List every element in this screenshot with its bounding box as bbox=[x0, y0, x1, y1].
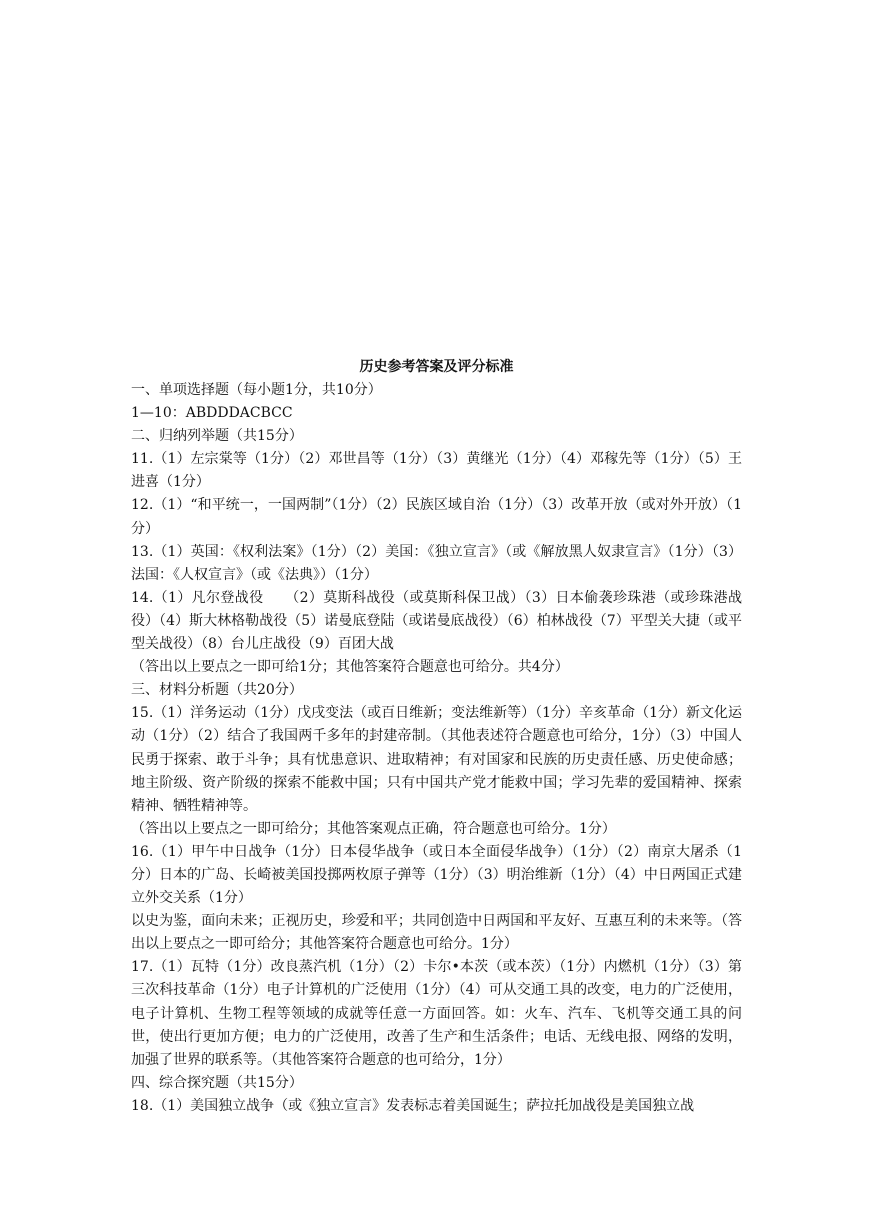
answer-11: 11.（1）左宗棠等（1分）（2）邓世昌等（1分）（3）黄继光（1分）（4）邓稼先等（1分）（5）王进喜（1分） bbox=[131, 451, 742, 491]
answer-13: 13.（1）英国：《权利法案》（1分）（2）美国：《独立宣言》（或《解放黑人奴隶宣言》（1分）（3）法国：《人权宣言》（或《法典》）（1分） bbox=[131, 543, 742, 583]
answer-17: 17.（1）瓦特（1分）改良蒸汽机（1分）（2）卡尔•本茨（或本茨）（1分）内燃机（1分）（3）第三次科技革命（1分）电子计算机的广泛使用（1分）（4）可从交通工具的改变，电力的广泛使用，电子计算机、生物工程等领域的成就等任意一方面回答。如：火车、汽车、飞机等交通工具的问世，使出行更加方便；电力的广泛使用，改善了生产和生活条件；电话、无线电报、网络的发明，加强了世界的联系等。（其他答案符合题意的也可给分，1分） bbox=[131, 959, 742, 1068]
answer-12: 12.（1）“和平统一，一国两制”（1分）（2）民族区域自治（1分）（3）改革开放（或对外开放）（1分） bbox=[131, 497, 742, 537]
scoring-note: （答出以上要点之一即可给分；其他答案观点正确，符合题意也可给分。1分） bbox=[131, 820, 616, 837]
answer-16: 16.（1）甲午中日战争（1分）日本侵华战争（或日本全面侵华战争）（1分）（2）南京大屠杀（1分）日本的广岛、长崎被美国投掷两枚原子弹等（1分）（3）明治维新（1分）（4）中日两国正式建立外交关系（1分） bbox=[131, 843, 742, 907]
answer-16-continued: 以史为鉴，面向未来；正视历史，珍爱和平；共同创造中日两国和平友好、互惠互利的未来等。（答出以上要点之一即可给分；其他答案符合题意也可给分。1分） bbox=[131, 913, 742, 953]
section-heading-2: 二、归纳列举题（共15分） bbox=[131, 428, 303, 445]
answer-line: 1—10：ABDDDACBCC bbox=[131, 405, 293, 422]
answer-14: 14.（1）凡尔登战役 （2）莫斯科战役（或莫斯科保卫战）（3）日本偷袭珍珠港（或珍珠港战役）（4）斯大林格勒战役（5）诺曼底登陆（或诺曼底战役）（6）柏林战役（7）平型关大捷（或平型关战役）（8）台儿庄战役（9）百团大战 bbox=[131, 589, 742, 653]
document-title: 历史参考答案及评分标准 bbox=[359, 359, 514, 375]
answer-18: 18.（1）美国独立战争（或《独立宣言》发表标志着美国诞生；萨拉托加战役是美国独立战 bbox=[131, 1097, 695, 1114]
scoring-note: （答出以上要点之一即可给1分；其他答案符合题意也可给分。共4分） bbox=[131, 659, 569, 676]
answer-15: 15.（1）洋务运动（1分）戊戌变法（或百日维新；变法维新等）（1分）辛亥革命（1分）新文化运动（1分）（2）结合了我国两千多年的封建帝制。（其他表述符合题意也可给分，1分）（3）中国人民勇于探索、敢于斗争；具有忧患意识、进取精神；有对国家和民族的历史责任感、历史使命感；地主阶级、资产阶级的探索不能救中国；只有中国共产党才能救中国；学习先辈的爱国精神、探索精神、牺牲精神等。 bbox=[131, 705, 742, 814]
section-heading-3: 三、材料分析题（共20分） bbox=[131, 682, 303, 699]
section-heading-1: 一、单项选择题（每小题1分，共10分） bbox=[131, 382, 382, 398]
answer-document bbox=[131, 356, 742, 1118]
section-heading-4: 四、综合探究题（共15分） bbox=[131, 1074, 303, 1091]
